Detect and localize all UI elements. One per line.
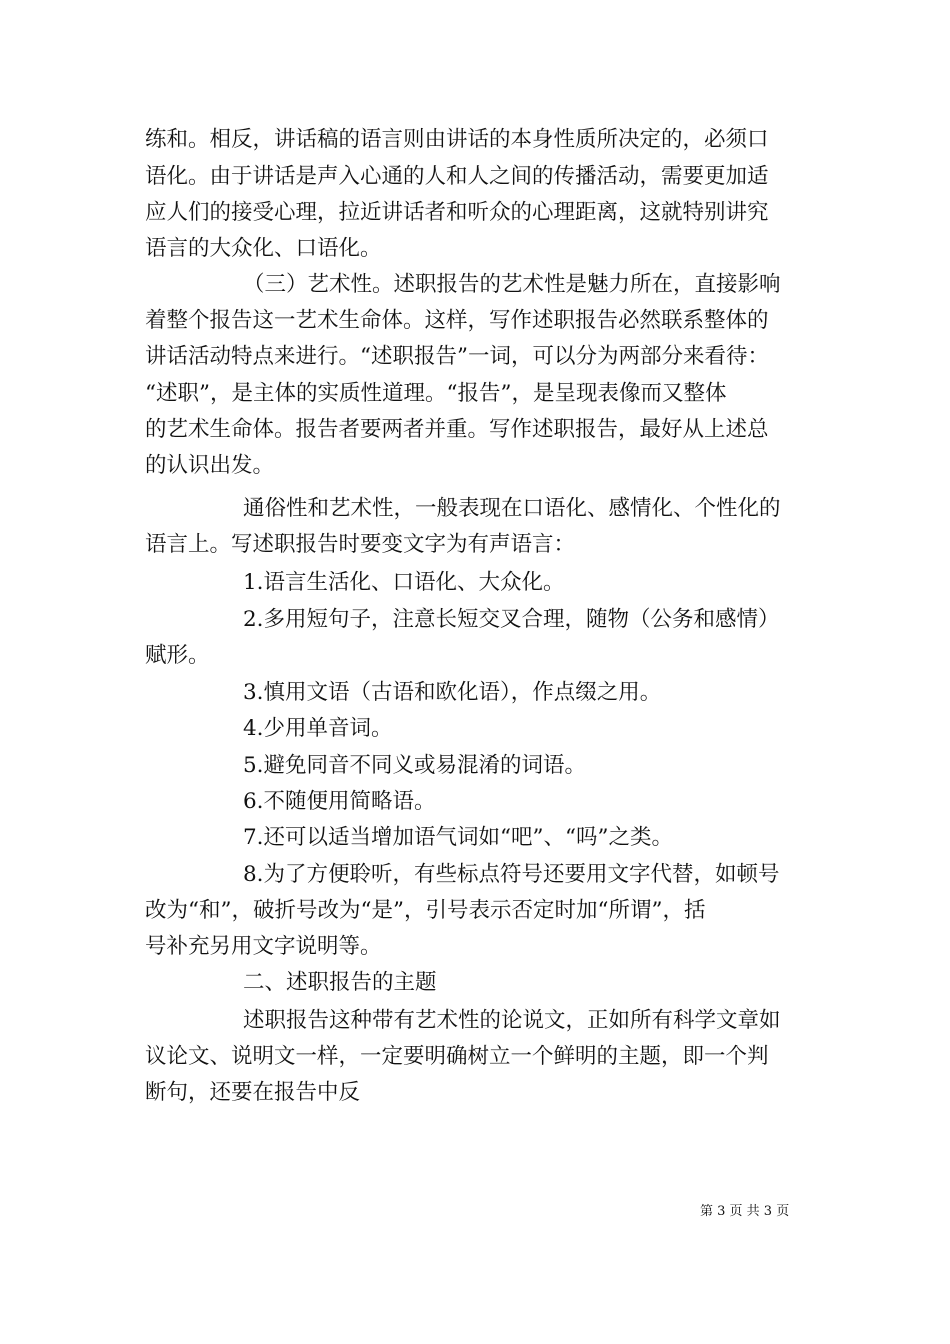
text-line: 语言的大众化、口语化。 [145,236,382,261]
section-paragraph: （三）艺术性。述职报告的艺术性是魅力所在，直接影响 [243,272,781,297]
text-line: 练和。相反，讲话稿的语言则由讲话的本身性质所决定的，必须口 [145,127,769,152]
list-item: 5.避免同音不同义或易混淆的词语。 [243,753,587,778]
text-line: 赋形。 [145,643,210,668]
page-number-footer: 第 3 页 共 3 页 [700,1204,790,1219]
text-line: 讲话活动特点来进行。“述职报告”一词，可以分为两部分来看待： [145,344,769,369]
text-line: 着整个报告这一艺术生命体。这样，写作述职报告必然联系整体的 [145,308,769,333]
list-item: 3.慎用文语（古语和欧化语），作点缀之用。 [243,680,662,705]
list-item: 4.少用单音词。 [243,716,393,741]
list-item: 1.语言生活化、口语化、大众化。 [243,570,565,595]
list-item: 2.多用短句子，注意长短交叉合理，随物（公务和感情） [243,607,780,632]
text-line: 应人们的接受心理，拉近讲话者和听众的心理距离，这就特别讲究 [145,200,769,225]
list-item: 6.不随便用简略语。 [243,789,436,814]
paragraph-start: 通俗性和艺术性，一般表现在口语化、感情化、个性化的 [243,496,781,521]
list-item: 8.为了方便聆听，有些标点符号还要用文字代替，如顿号 [243,862,780,887]
text-line: 的认识出发。 [145,453,275,478]
text-line: 的艺术生命体。报告者要两者并重。写作述职报告，最好从上述总 [145,417,769,442]
text-line: 号补充另用文字说明等。 [145,934,382,959]
text-line: 语言上。写述职报告时要变文字为有声语言： [145,532,576,557]
paragraph-start: 述职报告这种带有艺术性的论说文，正如所有科学文章如 [243,1008,781,1033]
text-line: “述职”，是主体的实质性道理。“报告”，是呈现表像而又整体 [145,381,727,406]
text-line: 改为“和”，破折号改为“是”，引号表示否定时加“所谓”，括 [145,898,706,923]
text-line: 断句，还要在报告中反 [145,1080,361,1105]
text-line: 语化。由于讲话是声入心通的人和人之间的传播活动，需要更加适 [145,164,769,189]
text-line: 议论文、说明文一样，一定要明确树立一个鲜明的主题，即一个判 [145,1044,769,1069]
section-heading: 二、述职报告的主题 [243,970,437,995]
list-item: 7.还可以适当增加语气词如“吧”、“吗”之类。 [243,825,673,850]
